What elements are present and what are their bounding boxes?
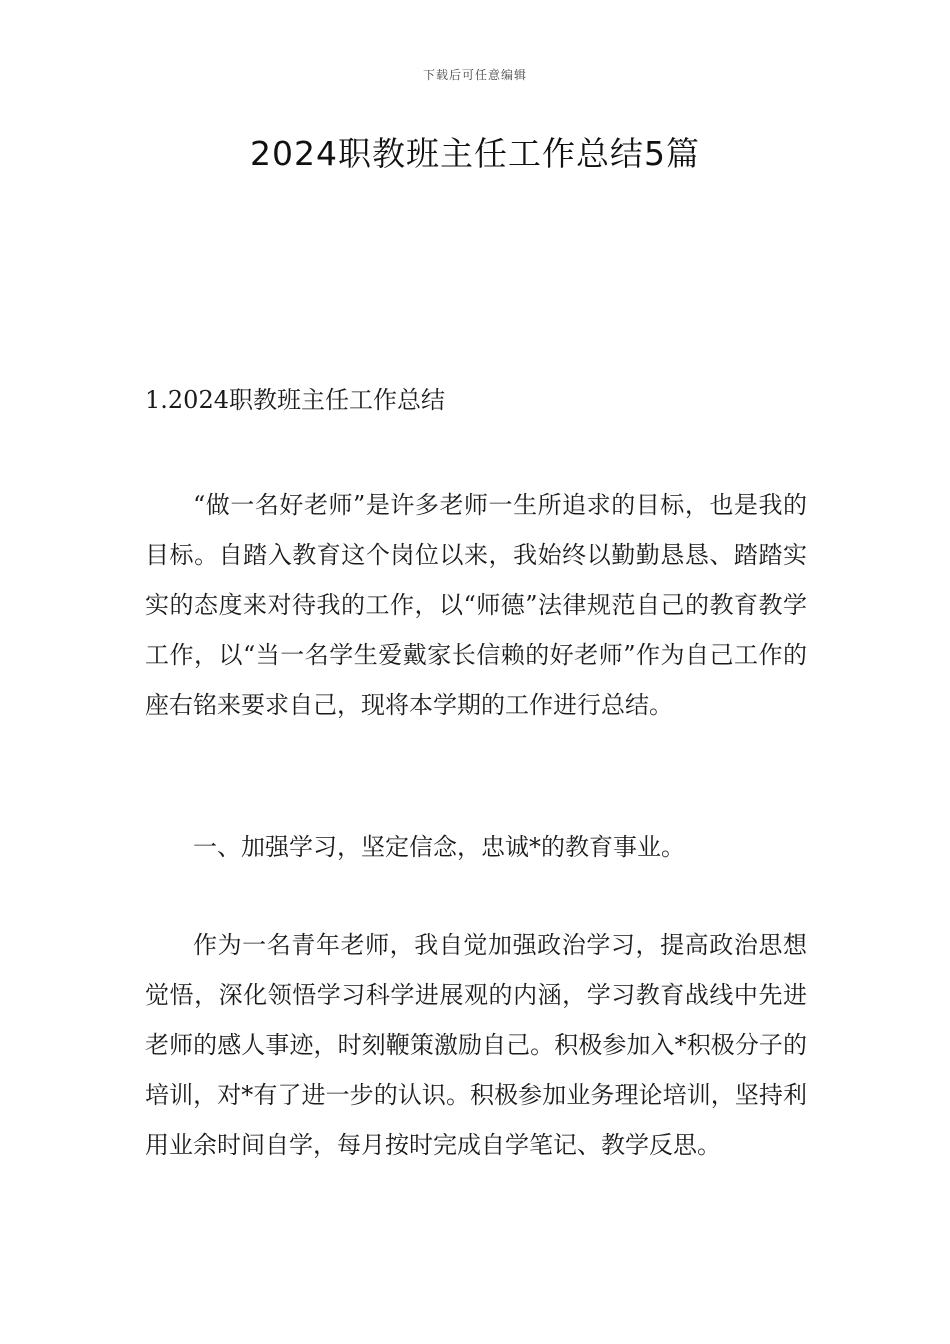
document-title: 2024职教班主任工作总结5篇 [250, 134, 700, 173]
header-note: 下载后可任意编辑 [422, 68, 527, 82]
paragraph-subheading: 一、加强学习，坚定信念，忠诚*的教育事业。 [193, 833, 685, 861]
paragraph-intro: “做一名好老师”是许多老师一生所追求的目标，也是我的目标。自踏入教育这个岗位以来，我始终以勤勤恳恳、踏踏实实的态度来对待我的工作，以“师德”法律规范自己的教育教学工作，以“当一名学生爱戴家长信赖的好老师”作为自己工作的座右铭来要求自己，现将本学期的工作进行总结。 [145, 491, 807, 719]
paragraph-body: 作为一名青年老师，我自觉加强政治学习，提高政治思想觉悟，深化领悟学习科学进展观的内涵，学习教育战线中先进老师的感人事迹，时刻鞭策激励自己。积极参加入*积极分子的培训，对*有了进一步的认识。积极参加业务理论培训，坚持利用业余时间自学，每月按时完成自学笔记、教学反思。 [145, 931, 807, 1159]
section-heading: 1.2024职教班主任工作总结 [145, 386, 445, 414]
